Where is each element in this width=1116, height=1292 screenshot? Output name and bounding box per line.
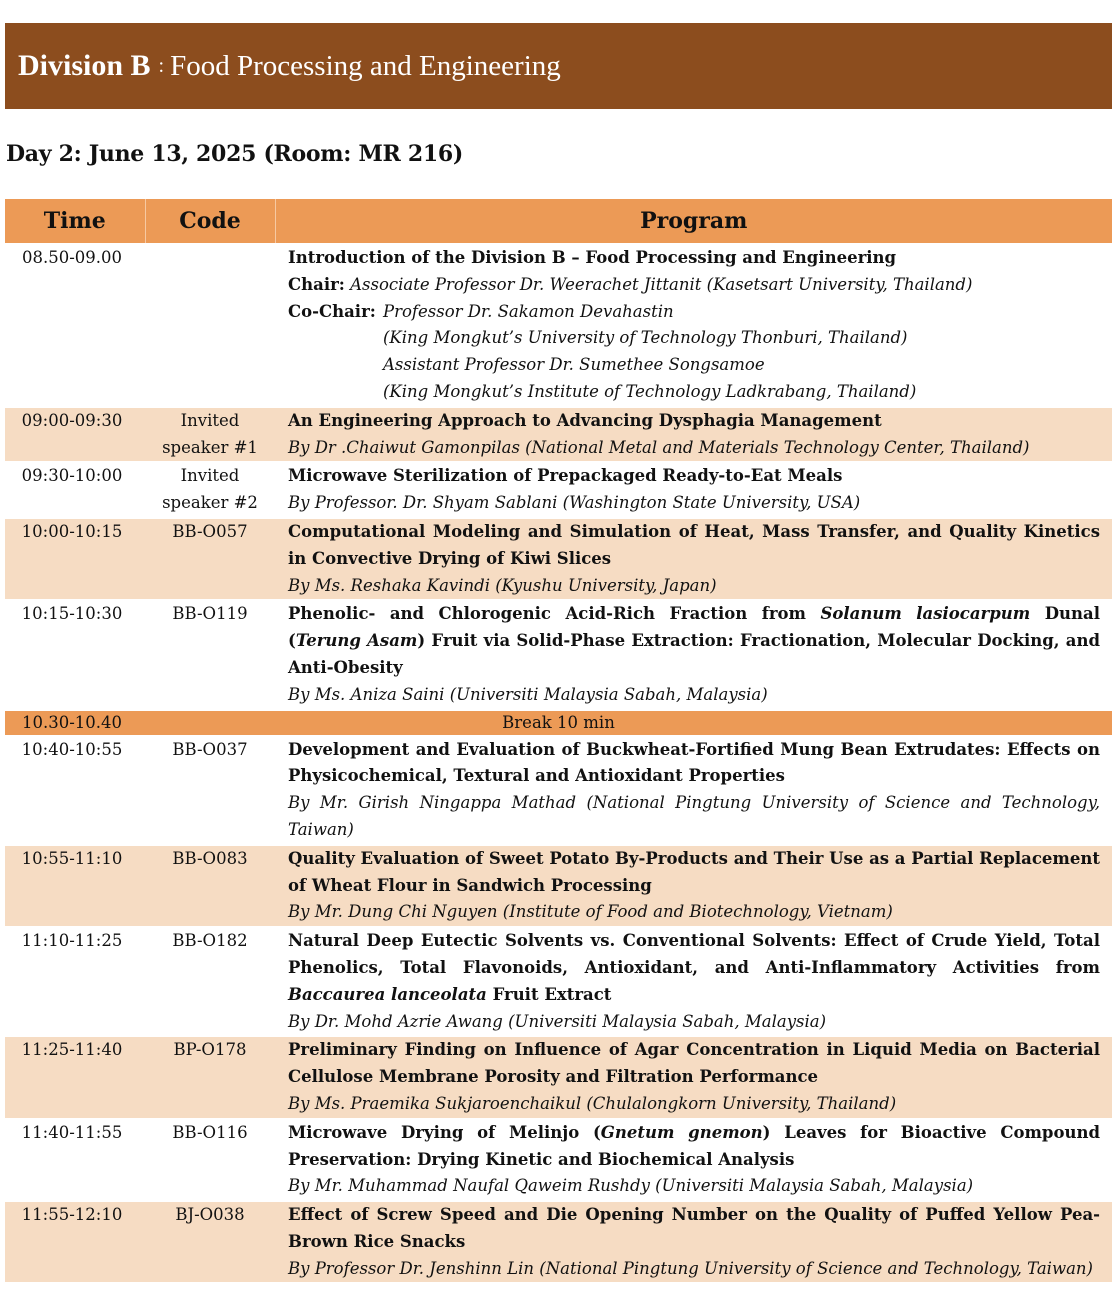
presenter: By Mr. Dung Chi Nguyen (Institute of Food and Biotechnology, Vietnam) <box>288 902 893 922</box>
species-name: Solanum lasiocarpum <box>820 604 1031 624</box>
presenter: By Mr. Girish Ningappa Mathad (National Pingtung University of Science and Technology, Taiwan) <box>288 793 1100 839</box>
time-cell: 11:25-11:40 <box>5 1036 145 1118</box>
code-cell: BB-O083 <box>145 845 275 927</box>
time-cell: 10:40-10:55 <box>5 736 145 845</box>
code-cell <box>145 244 275 407</box>
program-cell <box>275 736 1112 845</box>
cochair-line <box>288 299 1100 326</box>
presenter: By Ms. Praemika Sukjaroenchaikul (Chulalongkorn University, Thailand) <box>288 1093 897 1113</box>
title-text: Natural Deep Eutectic Solvents vs. Conventional Solvents: Effect of Crude Yield, Total Phenolics, Total Flavonoids, Antioxidant, and Anti-Inflammatory Activities from <box>288 931 1100 977</box>
division-separator: : <box>158 54 165 77</box>
presenter: By Dr. Mohd Azrie Awang (Universiti Malaysia Sabah, Malaysia) <box>288 1011 827 1031</box>
title-text: ) Fruit via Solid-Phase Extraction: Fractionation, Molecular Docking, and Anti-Obesity <box>288 631 1100 677</box>
title-text: Phenolic- and Chlorogenic Acid-Rich Fraction from <box>288 604 821 624</box>
table-row <box>5 1119 1112 1201</box>
paper-title: Computational Modeling and Simulation of Heat, Mass Transfer, and Quality Kinetics in Convective Drying of Kiwi Slices <box>288 521 1100 568</box>
program-cell <box>275 244 1112 407</box>
division-title: Food Processing and Engineering <box>170 49 561 82</box>
session-title: Introduction of the Division B – Food Processing and Engineering <box>288 248 897 267</box>
code-cell: BJ-O038 <box>145 1201 275 1282</box>
program-table <box>5 199 1112 1282</box>
presenter: By Professor Dr. Jenshinn Lin (National Pingtung University of Science and Technology, Taiwan) <box>288 1258 1093 1278</box>
local-name: Terung Asam <box>295 631 418 651</box>
program-cell <box>275 407 1112 463</box>
cochair-affiliation: (King Mongkut’s Institute of Technology Ladkrabang, Thailand) <box>383 381 917 401</box>
cochair-label: Co-Chair: <box>288 301 376 321</box>
code-cell: Invited speaker #1 <box>145 407 275 463</box>
table-header-row <box>5 199 1112 244</box>
table-row <box>5 736 1112 845</box>
presenter: By Mr. Muhammad Naufal Qaweim Rushdy (Universiti Malaysia Sabah, Malaysia) <box>288 1176 974 1196</box>
table-row <box>5 462 1112 518</box>
time-cell: 11:10-11:25 <box>5 927 145 1036</box>
time-cell: 09:00-09:30 <box>5 407 145 463</box>
break-row <box>5 710 1112 736</box>
paper-title: Preliminary Finding on Influence of Agar Concentration in Liquid Media on Bacterial Cellulose Membrane Porosity and Filtration Performance <box>288 1040 1100 1087</box>
species-name: Gnetum gnemon <box>600 1122 763 1142</box>
paper-title: An Engineering Approach to Advancing Dysphagia Management <box>288 410 882 430</box>
title-text: ) Leaves for Bioactive Compound Preservation: Drying Kinetic and Biochemical Analysis <box>288 1122 1100 1169</box>
paper-title: Microwave Sterilization of Prepackaged Ready-to-Eat Meals <box>288 466 843 486</box>
program-cell <box>275 518 1112 600</box>
code-cell: BB-O182 <box>145 927 275 1036</box>
break-label: Break 10 min <box>145 710 1112 736</box>
program-column-header: Program <box>275 199 1112 244</box>
program-cell <box>275 1201 1112 1282</box>
day-title: Day 2: June 13, 2025 (Room: MR 216) <box>6 141 463 167</box>
paper-title <box>288 928 1100 1008</box>
time-cell: 10:55-11:10 <box>5 845 145 927</box>
chair-label: Chair: <box>288 274 345 294</box>
paper-title: Effect of Screw Speed and Die Opening Number on the Quality of Puffed Yellow Pea-Brown Rice Snacks <box>288 1205 1100 1251</box>
table-row <box>5 845 1112 927</box>
presenter: By Ms. Reshaka Kavindi (Kyushu University, Japan) <box>288 575 717 595</box>
table-row <box>5 927 1112 1036</box>
code-cell: BB-O037 <box>145 736 275 845</box>
code-cell: BB-O057 <box>145 518 275 600</box>
species-name: Baccaurea lanceolata <box>288 984 487 1004</box>
code-cell: BB-O116 <box>145 1119 275 1201</box>
paper-title <box>288 1120 1100 1174</box>
division-label: Division B <box>18 49 151 82</box>
intro-row <box>5 244 1112 407</box>
paper-title <box>288 601 1100 681</box>
paper-title: Development and Evaluation of Buckwheat-Fortified Mung Bean Extrudates: Effects on Physicochemical, Textural and Antioxidant Properties <box>288 739 1100 786</box>
program-cell <box>275 462 1112 518</box>
chair-line <box>288 272 1100 299</box>
code-cell: Invited speaker #2 <box>145 462 275 518</box>
table-row <box>5 407 1112 463</box>
code-column-header: Code <box>145 199 275 244</box>
table-row <box>5 518 1112 600</box>
cochair-name: Professor Dr. Sakamon Devahastin <box>383 301 674 321</box>
program-cell <box>275 845 1112 927</box>
presenter: By Ms. Aniza Saini (Universiti Malaysia Sabah, Malaysia) <box>288 684 768 704</box>
time-cell: 11:55-12:10 <box>5 1201 145 1282</box>
time-cell: 10:15-10:30 <box>5 600 145 709</box>
table-row <box>5 1201 1112 1282</box>
table-row <box>5 1036 1112 1118</box>
program-cell <box>275 600 1112 709</box>
table-row <box>5 600 1112 709</box>
cochair-affiliation: (King Mongkut’s University of Technology Thonburi, Thailand) <box>383 328 908 348</box>
title-text: Fruit Extract <box>486 984 612 1004</box>
program-cell <box>275 927 1112 1036</box>
time-cell: 09:30-10:00 <box>5 462 145 518</box>
code-cell: BP-O178 <box>145 1036 275 1118</box>
division-banner <box>5 23 1112 109</box>
program-cell <box>275 1036 1112 1118</box>
presenter: By Professor. Dr. Shyam Sablani (Washington State University, USA) <box>288 493 861 513</box>
time-cell: 08.50-09.00 <box>5 244 145 407</box>
presenter: By Dr .Chaiwut Gamonpilas (National Metal and Materials Technology Center, Thailand) <box>288 437 1030 457</box>
paper-title: Quality Evaluation of Sweet Potato By-Products and Their Use as a Partial Replacement of Wheat Flour in Sandwich Processing <box>288 848 1100 895</box>
code-cell: BB-O119 <box>145 600 275 709</box>
time-cell: 10:00-10:15 <box>5 518 145 600</box>
time-column-header: Time <box>5 199 145 244</box>
cochair-name: Assistant Professor Dr. Sumethee Songsamoe <box>383 355 765 375</box>
time-cell: 10.30-10.40 <box>5 710 145 736</box>
title-text: Dunal ( <box>288 604 1100 651</box>
chair-name: Associate Professor Dr. Weerachet Jittanit (Kasetsart University, Thailand) <box>350 274 973 294</box>
time-cell: 11:40-11:55 <box>5 1119 145 1201</box>
program-cell <box>275 1119 1112 1201</box>
title-text: Microwave Drying of Melinjo ( <box>288 1122 601 1142</box>
